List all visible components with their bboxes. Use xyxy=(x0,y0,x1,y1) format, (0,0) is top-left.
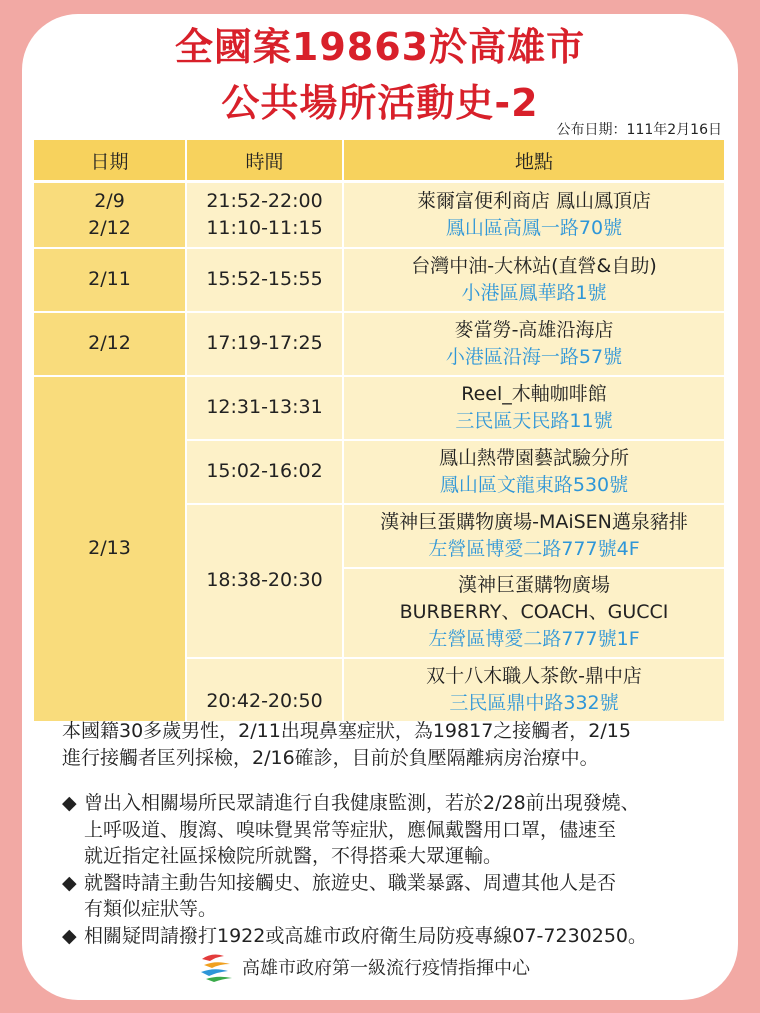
time-text: 17:19-17:25 xyxy=(206,332,323,354)
place-name: 漢神巨蛋購物廣場-MAiSEN邁泉豬排 xyxy=(380,510,688,533)
time-cell xyxy=(186,182,343,248)
footer-org: 高雄市政府第一級流行疫情指揮中心 xyxy=(242,958,530,979)
place-address: 鳳山區文龍東路530號 xyxy=(439,473,629,496)
place-address: 鳳山區高鳳一路70號 xyxy=(445,216,623,239)
place-name: 漢神巨蛋購物廣場 xyxy=(457,574,610,596)
diamond-bullet-icon: ◆ xyxy=(62,792,77,814)
time-text: 20:42-20:50 xyxy=(206,690,323,712)
place-address: 左營區博愛二路777號4F xyxy=(428,537,640,560)
date-text: 2/12 xyxy=(88,332,131,354)
place-address: 左營區博愛二路777號1F xyxy=(428,628,640,650)
table-row xyxy=(34,376,724,440)
place-cell xyxy=(343,440,724,504)
header-place: 地點 xyxy=(343,140,724,182)
place-cell xyxy=(343,658,724,722)
date-cell xyxy=(34,312,186,376)
place-cell xyxy=(343,568,724,658)
place-name: Reel_木軸咖啡館 xyxy=(461,382,607,405)
footer xyxy=(198,952,530,982)
place-cell xyxy=(343,504,724,568)
header-date: 日期 xyxy=(34,140,186,182)
place-name: 台灣中油-大林站(直營&自助) xyxy=(411,254,657,277)
place-name: 萊爾富便利商店 鳳山鳳頂店 xyxy=(416,189,652,212)
place-address: 三民區鼎中路332號 xyxy=(449,691,619,714)
time-text: 11:10-11:15 xyxy=(206,216,323,239)
advisory-line: 就醫時請主動告知接觸史、旅遊史、職業暴露、周遭其他人是否 xyxy=(84,871,617,894)
time-text: 18:38-20:30 xyxy=(206,569,323,591)
time-text: 15:52-15:55 xyxy=(206,268,323,290)
place-brands: BURBERRY、COACH、GUCCI xyxy=(399,601,669,623)
place-address: 三民區天民路11號 xyxy=(455,409,613,432)
place-cell xyxy=(343,182,724,248)
advisory-item xyxy=(62,923,732,950)
date-text: 2/11 xyxy=(88,268,131,290)
date-cell xyxy=(34,182,186,248)
publish-date: 公布日期：111年2月16日 xyxy=(556,122,722,138)
place-name: 鳳山熱帶園藝試驗分所 xyxy=(438,446,629,469)
activity-table xyxy=(34,140,724,723)
place-address: 小港區鳳華路1號 xyxy=(461,281,607,304)
date-cell xyxy=(34,248,186,312)
date-text: 2/9 xyxy=(94,189,125,212)
time-text: 12:31-13:31 xyxy=(206,396,323,418)
advisory-line: 相關疑問請撥打1922或高雄市政府衛生局防疫專線07-7230250。 xyxy=(84,924,648,947)
title-line-1: 全國案19863於高雄市 xyxy=(174,25,586,69)
advisory-list xyxy=(62,790,732,949)
place-cell xyxy=(343,312,724,376)
case-description-line: 進行接觸者匡列採檢，2/16確診，目前於負壓隔離病房治療中。 xyxy=(62,747,599,769)
time-cell xyxy=(186,312,343,376)
title-line-2: 公共場所活動史-2 xyxy=(221,81,539,125)
case-description xyxy=(62,718,722,772)
table-header-row xyxy=(34,140,724,182)
advisory-line: 上呼吸道、腹瀉、嗅味覺異常等症狀，應佩戴醫用口罩，儘速至 xyxy=(84,818,617,841)
time-cell xyxy=(186,440,343,504)
time-cell xyxy=(186,658,343,722)
case-description-line: 本國籍30多歲男性，2/11出現鼻塞症狀，為19817之接觸者，2/15 xyxy=(62,720,631,742)
date-text: 2/13 xyxy=(88,537,131,559)
advisory-item xyxy=(62,790,732,870)
header-time: 時間 xyxy=(186,140,343,182)
table-row xyxy=(34,182,724,248)
advisory-item xyxy=(62,870,732,923)
place-name: 麥當勞-高雄沿海店 xyxy=(454,318,614,341)
advisory-line: 就近指定社區採檢院所就醫，不得搭乘大眾運輸。 xyxy=(84,845,503,867)
time-text: 21:52-22:00 xyxy=(206,189,323,212)
date-cell xyxy=(34,376,186,722)
diamond-bullet-icon: ◆ xyxy=(62,924,77,947)
time-cell xyxy=(186,504,343,658)
advisory-line: 曾出入相關場所民眾請進行自我健康監測，若於2/28前出現發燒、 xyxy=(84,792,640,814)
table-row xyxy=(34,248,724,312)
time-cell xyxy=(186,248,343,312)
date-text: 2/12 xyxy=(88,216,131,239)
place-cell xyxy=(343,376,724,440)
time-text: 15:02-16:02 xyxy=(206,460,323,482)
time-cell xyxy=(186,376,343,440)
diamond-bullet-icon: ◆ xyxy=(62,871,77,894)
advisory-line: 有類似症狀等。 xyxy=(84,898,218,920)
kaohsiung-city-logo-icon xyxy=(198,951,236,983)
place-cell xyxy=(343,248,724,312)
table-row xyxy=(34,312,724,376)
place-address: 小港區沿海一路57號 xyxy=(445,345,623,368)
place-name: 双十八木職人茶飲-鼎中店 xyxy=(426,664,642,687)
